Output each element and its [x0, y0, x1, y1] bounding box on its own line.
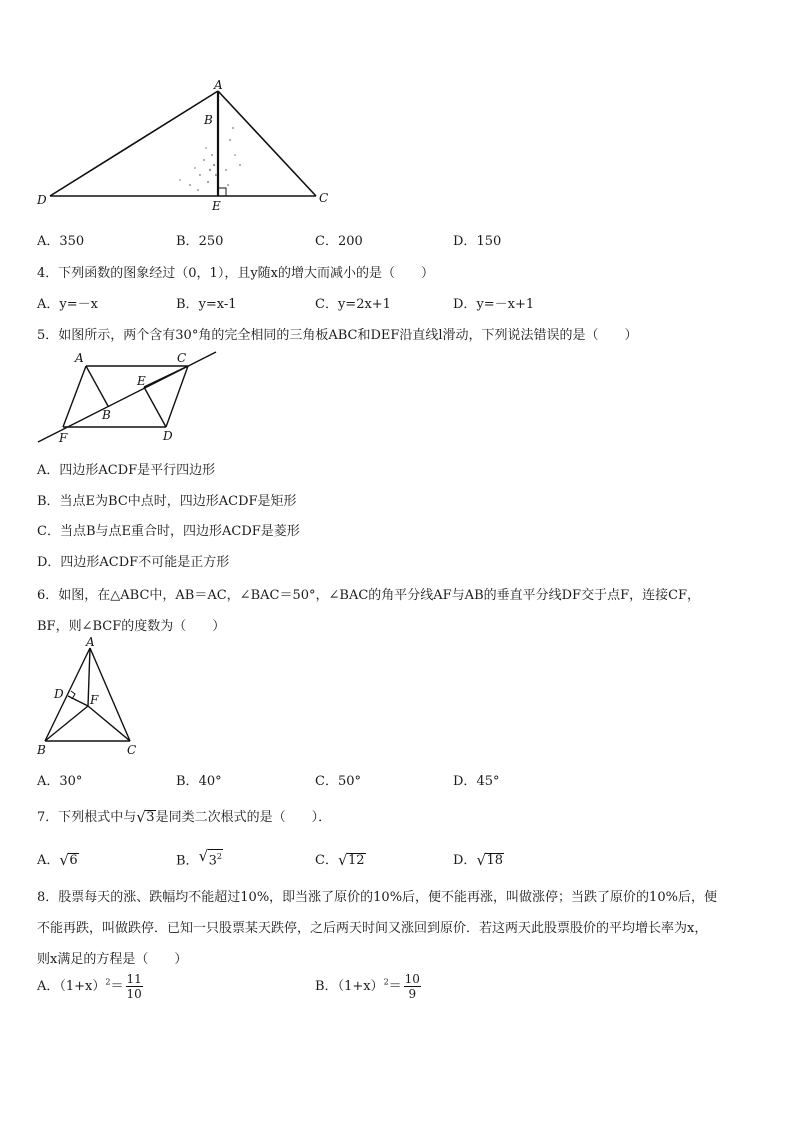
q5-option-d: D．四边形ACDF不可能是正方形	[37, 555, 230, 570]
label-A: A	[75, 351, 84, 365]
q6-option-a: A．30°	[37, 774, 83, 789]
label-D: D	[37, 193, 47, 207]
q4-option-b: B．y=x-1	[176, 297, 237, 312]
label-E: E	[137, 374, 146, 388]
q7-option-c: C． √ 12	[315, 851, 365, 869]
q7-stem: 7．下列根式中与 √ 3是同类二次根式的是（ ）．	[37, 808, 332, 826]
figure-5-parallelogram	[30, 346, 230, 448]
q3-option-a: A．350	[37, 234, 85, 249]
q7-option-b: B． √ $3^2$	[176, 847, 222, 869]
q6-option-b: B．40°	[176, 774, 222, 789]
fraction: $\frac{11}{10}$	[126, 972, 142, 1001]
q6-stem-line2: BF，则∠BCF的度数为（ ）	[37, 619, 226, 634]
label-B: B	[102, 408, 111, 422]
label-B: B	[37, 743, 46, 757]
fraction: $\frac{10}{9}$	[404, 972, 420, 1001]
q5-option-a: A．四边形ACDF是平行四边形	[37, 463, 216, 478]
label-C: C	[319, 191, 329, 205]
q8-option-b: B．$(1+x)^2=$ $\frac{10}{9}$	[315, 972, 420, 1001]
q8-line2: 不能再跌，叫做跌停．已知一只股票某天跌停，之后两天时间又涨回到原价．若这两天此股票股价的平均增长率为x，	[37, 921, 708, 936]
q8-option-a: A．$(1+x)^2=$ $\frac{11}{10}$	[37, 972, 142, 1001]
label-C: C	[127, 743, 137, 757]
label-E: E	[212, 199, 221, 213]
q4-option-a: A．y=－x	[37, 297, 98, 312]
q6-option-c: C．50°	[315, 774, 361, 789]
q7-option-a: A． √ 6	[37, 851, 78, 869]
q4-option-c: C．y=2x+1	[315, 297, 391, 312]
figure-1-triangle	[30, 80, 340, 215]
q5-option-b: B．当点E为BC中点时，四边形ACDF是矩形	[37, 494, 297, 509]
q5-stem: 5．如图所示，两个含有30°角的完全相同的三角板ABC和DEF沿直线l滑动，下列说法错误的是（ ）	[37, 328, 638, 343]
label-A: A	[214, 80, 223, 92]
label-D: D	[163, 429, 173, 443]
q7-option-d: D． √ 18	[453, 851, 503, 869]
label-B: B	[204, 113, 213, 127]
label-C: C	[177, 351, 187, 365]
q4-option-d: D．y=－x+1	[453, 297, 535, 312]
q5-option-c: C．当点B与点E重合时，四边形ACDF是菱形	[37, 524, 300, 539]
q8-line1: 8．股票每天的涨、跌幅均不能超过10%，即当涨了原价的10%后，便不能再涨，叫做涨停；当跌了原价的10%后，便	[37, 890, 717, 905]
label-A: A	[86, 636, 95, 649]
label-F: F	[59, 431, 68, 445]
q6-option-d: D．45°	[453, 774, 500, 789]
q8-line3: 则x满足的方程是（ ）	[37, 952, 188, 967]
label-F: F	[90, 693, 99, 707]
sqrt-3: √ 3	[136, 808, 155, 826]
q3-option-c: C．200	[315, 234, 363, 249]
figure-6-isosceles	[30, 636, 150, 762]
q4-stem: 4．下列函数的图象经过（0，1），且y随x的增大而减小的是（ ）	[37, 266, 434, 281]
q3-option-d: D．150	[453, 234, 502, 249]
label-D: D	[54, 687, 64, 701]
q3-option-b: B．250	[176, 234, 224, 249]
q6-stem-line1: 6．如图，在△ABC中，AB＝AC，∠BAC＝50°，∠BAC的角平分线AF与AB的垂直平分线DF交于点F，连接CF，	[37, 588, 701, 603]
